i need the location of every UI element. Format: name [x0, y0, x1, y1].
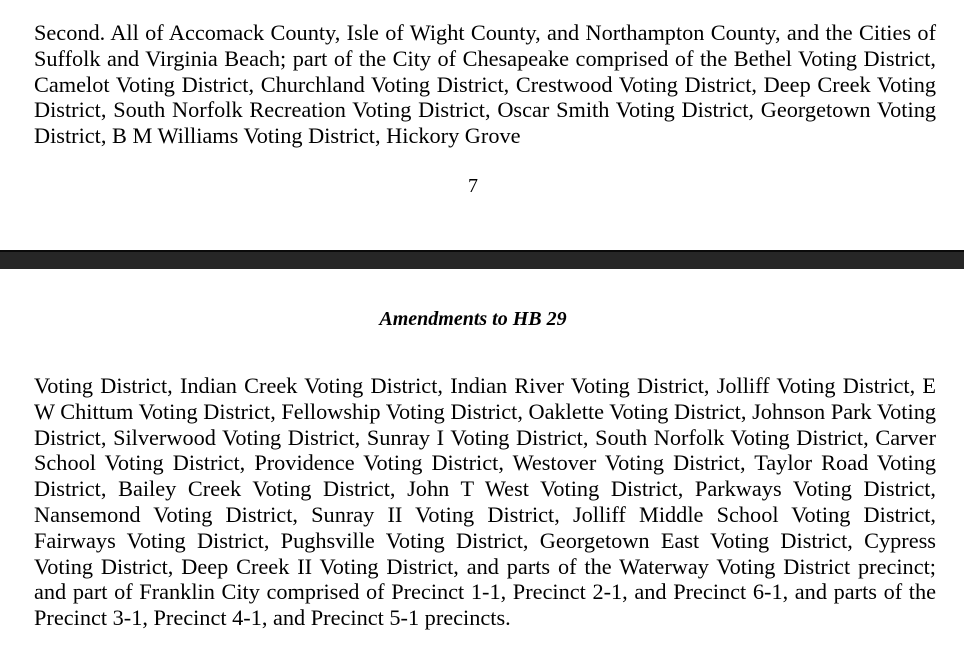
paragraph-continued: Voting District, Indian Creek Voting District, Indian River Voting District, Jolliff Voting District, E W Chittum Voting District, Fellowship Voting District, Oaklette Voting District, Johnson Park Voting District, Silverwood Voting District, Sunray I Voting District, South Norfolk Voting District, Carver School Voting District, Providence Voting District, Westover Voting District, Taylor Road Voting District, Bailey Creek Voting District, John T West Voting District, Parkways Voting District, Nansemond Voting District, Sunray II Voting District, Jolliff Middle School Voting District, Fairways Voting District, Pughsville Voting District, Georgetown East Voting District, Cypress Voting District, Deep Creek II Voting District, and parts of the Waterway Voting District precinct; and part of Franklin City comprised of Precinct 1-1, Precinct 2-1, and Precinct 6-1, and parts of the Precinct 3-1, Precinct 4-1, and Precinct 5-1 precincts. [34, 373, 936, 631]
page-break-divider [0, 250, 964, 269]
running-header: Amendments to HB 29 [379, 308, 567, 330]
page-number: 7 [468, 175, 478, 197]
paragraph-second-district: Second. All of Accomack County, Isle of Wight County, and Northampton County, and the Cities of Suffolk and Virginia Beach; part of the City of Chesapeake comprised of the Bethel Voting District, Camelot Voting District, Churchland Voting District, Crestwood Voting District, Deep Creek Voting District, South Norfolk Recreation Voting District, Oscar Smith Voting District, Georgetown Voting District, B M Williams Voting District, Hickory Grove [34, 20, 936, 149]
page-top-section [0, 0, 964, 250]
